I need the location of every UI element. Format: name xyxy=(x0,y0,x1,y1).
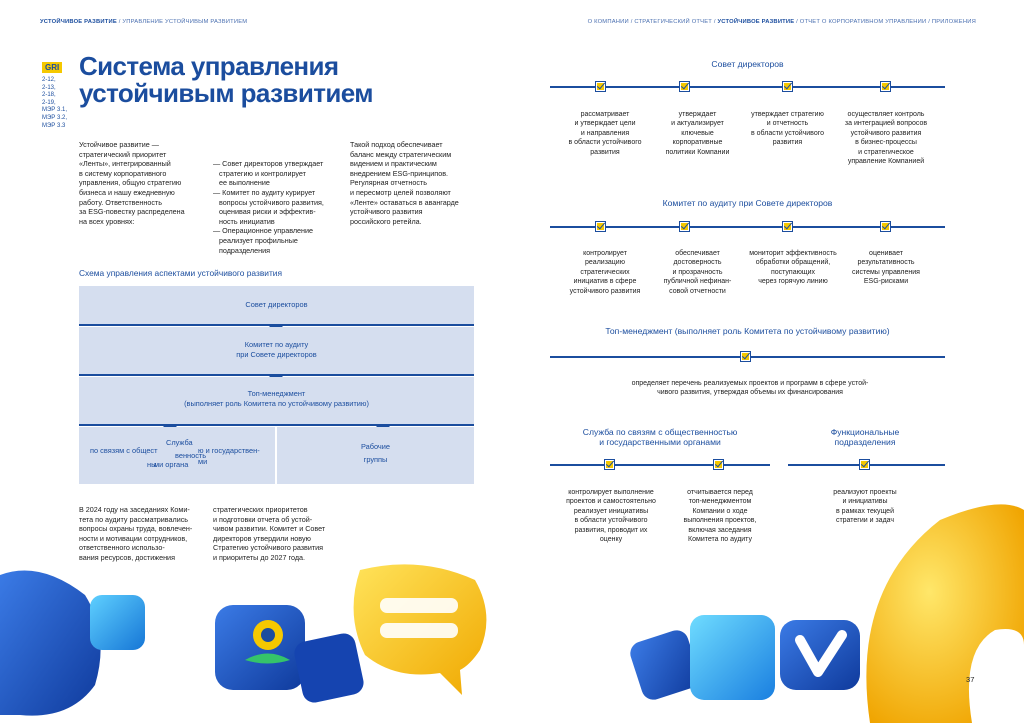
intro-col-2: — Совет директоров утверждает стратегию и контролирует ее выполнение — Комитет по аудиту курирует вопросы устойчивого развития, оценивая риски и эффектив- ность инициатив — Операционное управление реализует профильные подразделения xyxy=(213,159,324,255)
service-item-2: отчитывается перед топ-менеджментом Компании о ходе выполнения проектов, включая заседания Комитета по аудиту xyxy=(683,489,757,544)
right-board-title: Совет директоров xyxy=(711,59,784,69)
check-icon xyxy=(679,221,690,232)
scheme-audit-box: Комитет по аудиту при Совете директоров xyxy=(79,327,474,375)
decor-left-illustration xyxy=(0,555,500,723)
audit-item-3: мониторит эффективность обработки обращений, поступающих через горячую линию xyxy=(749,250,837,286)
functional-item-1: реализуют проекты и инициативы в рамках текущей стратегии и задач xyxy=(833,489,897,525)
nav-item-about[interactable]: О КОМПАНИИ xyxy=(587,19,629,25)
check-icon xyxy=(604,459,615,470)
bottom-text-col-2: стратегических приоритетов и подготовки отчета об устой- чивом развитии. Комитет и Совет директоров утвердили новую Стратегию устойчивого развития и приоритеты до 2027 года. xyxy=(213,505,326,562)
check-icon xyxy=(595,81,606,92)
cyan-cube-shape xyxy=(90,595,145,650)
page-title: Система управления устойчивым развитием xyxy=(79,51,373,108)
board-item-1: рассматривает и утверждает цели и направления в области устойчивого развития xyxy=(568,111,642,156)
check-icon xyxy=(782,221,793,232)
breadcrumb-active: УСТОЙЧИВОЕ РАЗВИТИЕ xyxy=(40,19,117,25)
section-nav-right: О КОМПАНИИ / СТРАТЕГИЧЕСКИЙ ОТЧЕТ / УСТОЙЧИВОЕ РАЗВИТИЕ / ОТЧЕТ О КОРПОРАТИВНОМ УПРАВЛЕНИИ / ПРИЛОЖЕНИЯ xyxy=(587,19,976,25)
gri-badge: GRI xyxy=(42,62,62,73)
nav-item-sustainability[interactable]: УСТОЙЧИВОЕ РАЗВИТИЕ xyxy=(717,19,795,25)
scheme-top-box: Топ-менеджмент (выполняет роль Комитета по устойчивому развитию) xyxy=(79,377,474,424)
check-icon xyxy=(713,459,724,470)
blue-check-cube-icon xyxy=(780,620,860,690)
bottom-text-col-1: В 2024 году на заседаниях Коми- тета по аудиту рассматривались вопросы охраны труда, вовлечен- ности и мотивации сотрудников, ответственного использо- вания ресурсов, достижения xyxy=(79,505,193,562)
gri-codes: 2-12, 2-13, 2-18, 2-19, МЭР 3.1, МЭР 3.2, МЭР 3.3 xyxy=(42,77,67,129)
check-icon xyxy=(859,459,870,470)
right-service-title: Служба по связям с общественностью и государственными органами xyxy=(582,427,738,447)
scheme-board-box: Совет директоров xyxy=(79,286,474,324)
right-top-title: Топ-менеджмент (выполняет роль Комитета по устойчивому развитию) xyxy=(605,326,890,336)
audit-item-4: оценивает результативность системы управления ESG-рисками xyxy=(852,250,920,286)
gri-block xyxy=(42,57,68,130)
check-icon xyxy=(880,81,891,92)
audit-item-2: обеспечивает достоверность и прозрачность публичной нефинан- совой отчетности xyxy=(663,250,732,295)
breadcrumb-current: УПРАВЛЕНИЕ УСТОЙЧИВЫМ РАЗВИТИЕМ xyxy=(122,19,248,25)
decor-right-illustration xyxy=(620,500,1024,723)
intro-col-3: Такой подход обеспечивает баланс между стратегическим видением и практическим внедрением ESG-принципов. Регулярная отчетность и пересмотр целей позволяют «Ленте» оставаться в авангарде устойчивого развития российского ретейла. xyxy=(350,140,459,226)
section-breadcrumb-left: УСТОЙЧИВОЕ РАЗВИТИЕ / УПРАВЛЕНИЕ УСТОЙЧИВЫМ РАЗВИТИЕМ xyxy=(40,19,248,25)
nav-item-governance[interactable]: ОТЧЕТ О КОРПОРАТИВНОМ УПРАВЛЕНИИ xyxy=(799,19,927,25)
board-item-2: утверждает и актуализирует ключевые корпоративные политики Компании xyxy=(665,111,730,156)
scheme-title: Схема управления аспектами устойчивого развития xyxy=(79,268,283,278)
top-description: определяет перечень реализуемых проектов и программ в сфере устой- чивого развития, утверждая объемы их финансирования xyxy=(631,380,869,397)
check-icon xyxy=(679,81,690,92)
board-item-4: осуществляет контроль за интеграцией вопросов устойчивого развития в бизнес-процессы и стратегическое управление Компанией xyxy=(844,111,928,166)
cyan-cube-shape xyxy=(690,615,775,700)
intro-col-1: Устойчивое развитие — стратегический приоритет «Ленты», интегрированный в систему корпоративного управления, общую стратегию бизнеса и нашу ежедневную работу. Ответственность за ESG-повестку распределена на всех уровнях: xyxy=(79,140,185,226)
blue-pillow-shape xyxy=(0,571,101,716)
check-icon xyxy=(782,81,793,92)
audit-item-1: контролирует реализацию стратегических инициатив в сфере устойчивого развития xyxy=(569,250,641,295)
scheme-service-box: Служба по связям с общест венность ю и государствен- ны ми органа ми xyxy=(90,438,260,469)
scheme-workgroups-box: Рабочие группы xyxy=(360,442,391,464)
page-number-right: 37 xyxy=(966,675,975,684)
check-icon xyxy=(595,221,606,232)
service-item-1: контролирует выполнение проектов и самостоятельно реализует инициативы в области устойчивого развития, проводит их оценку xyxy=(566,489,656,544)
board-item-3: утверждает стратегию и отчетность в области устойчивого развития xyxy=(750,111,825,147)
right-functional-title: Функциональные подразделения xyxy=(830,427,900,447)
nav-item-strategic[interactable]: СТРАТЕГИЧЕСКИЙ ОТЧЕТ xyxy=(634,19,713,25)
check-icon xyxy=(880,221,891,232)
nav-item-appendix[interactable]: ПРИЛОЖЕНИЯ xyxy=(931,19,976,25)
check-icon xyxy=(740,351,751,362)
right-audit-title: Комитет по аудиту при Совете директоров xyxy=(662,198,833,208)
